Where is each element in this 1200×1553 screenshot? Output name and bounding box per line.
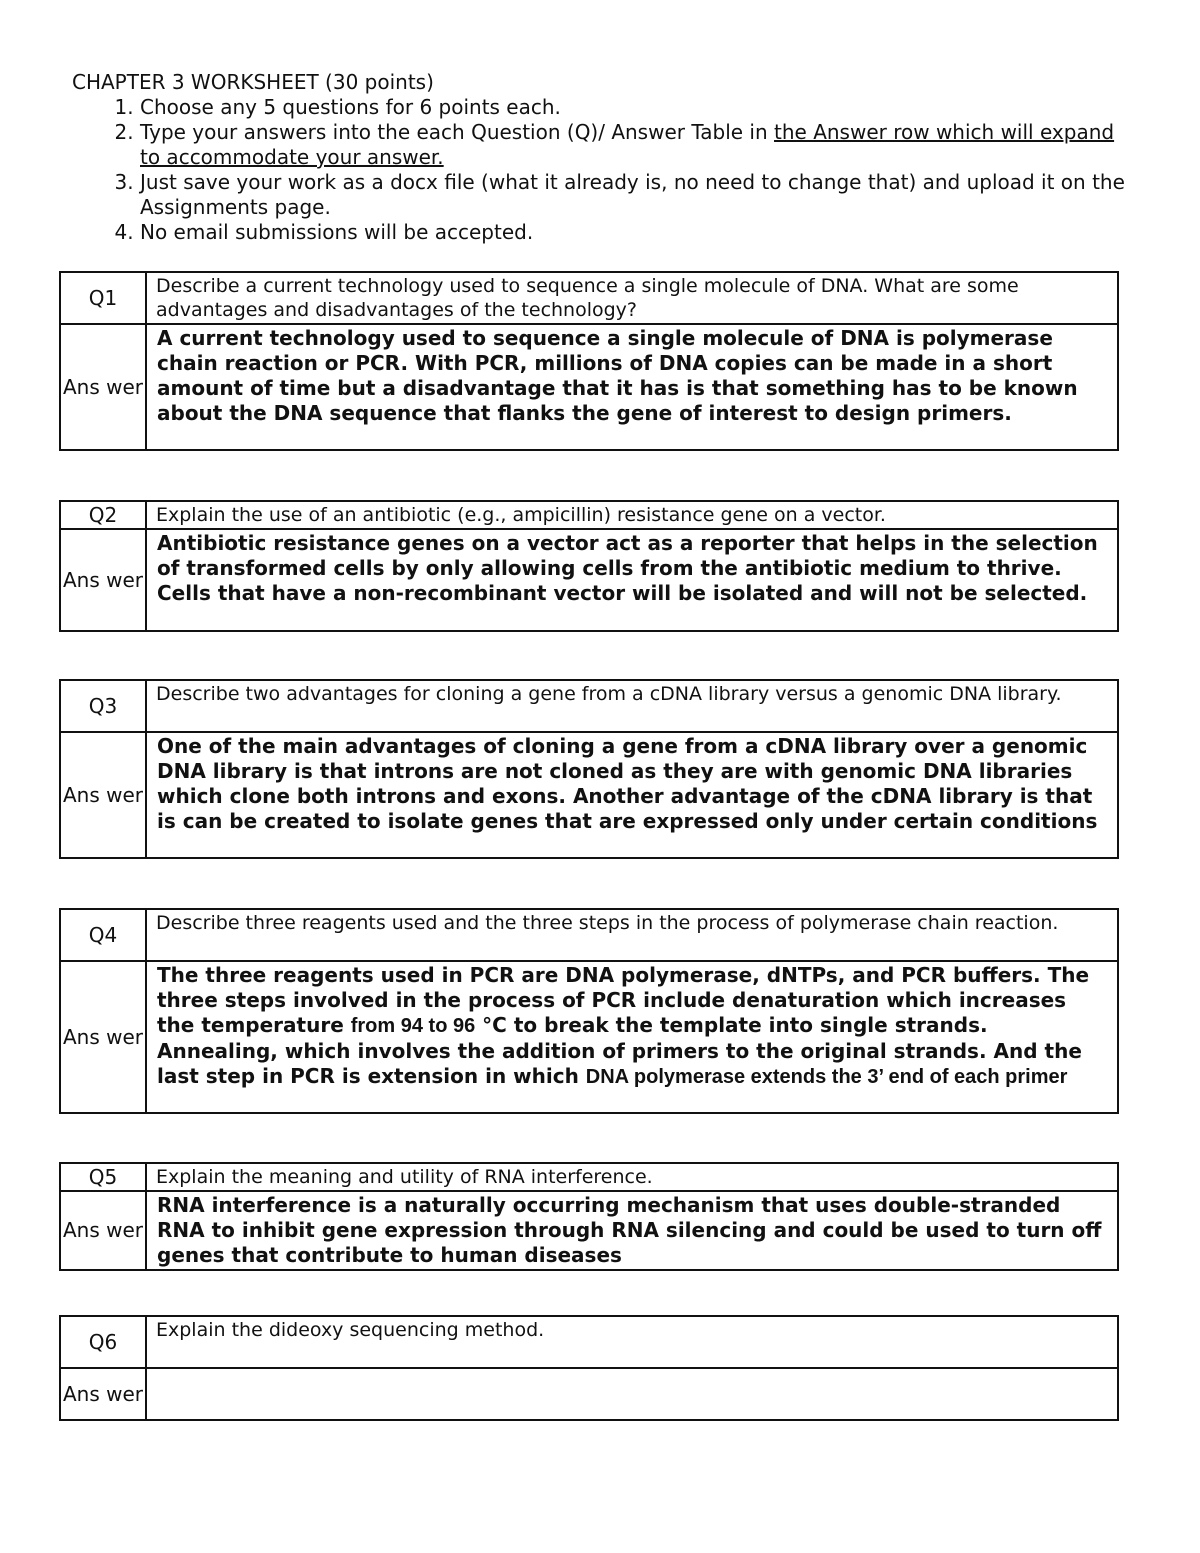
question-label: Q4 xyxy=(60,909,146,961)
question-text: Explain the use of an antibiotic (e.g., ampicillin) resistance gene on a vector. xyxy=(146,501,1118,529)
qa-table-q5 xyxy=(59,1162,1119,1271)
answer-label: Ans wer xyxy=(60,1368,146,1420)
question-text: Explain the meaning and utility of RNA interference. xyxy=(146,1163,1118,1191)
question-text: Describe a current technology used to sequence a single molecule of DNA. What are some advantages and disadvantages of the technology? xyxy=(146,272,1118,324)
question-text: Describe three reagents used and the three steps in the process of polymerase chain reaction. xyxy=(146,909,1118,961)
worksheet-title: CHAPTER 3 WORKSHEET (30 points) xyxy=(72,70,434,94)
answer-cell[interactable]: The three reagents used in PCR are DNA polymerase, dNTPs, and PCR buffers. The three steps involved in the process of PCR include denaturation which increases the temperature from 94 to 96 °C to break the template into single strands. Annealing, which involves the addition of primers to the original strands. And the last step in PCR is extension in which DNA polymerase extends the 3’ end of each primer xyxy=(146,961,1118,1113)
answer-cell[interactable]: A current technology used to sequence a single molecule of DNA is polymerase chain reaction or PCR. With PCR, millions of DNA copies can be made in a short amount of time but a disadvantage that it has is that something has to be known about the DNA sequence that flanks the gene of interest to design primers. xyxy=(146,324,1118,450)
qa-table-q4 xyxy=(59,908,1119,1114)
question-label: Q1 xyxy=(60,272,146,324)
answer-cell[interactable]: Antibiotic resistance genes on a vector act as a reporter that helps in the selection of transformed cells by only allowing cells from the antibiotic medium to thrive. Cells that have a non-recombinant vector will be isolated and will not be selected. xyxy=(146,529,1118,631)
question-label: Q2 xyxy=(60,501,146,529)
question-label: Q5 xyxy=(60,1163,146,1191)
instruction-item: 1. Choose any 5 questions for 6 points each. xyxy=(140,95,1130,120)
question-text: Describe two advantages for cloning a gene from a cDNA library versus a genomic DNA library. xyxy=(146,680,1118,732)
answer-label: Ans wer xyxy=(60,961,146,1113)
extension-detail: DNA polymerase extends the 3’ end of each primer xyxy=(585,1066,1068,1088)
answer-cell[interactable]: RNA interference is a naturally occurring mechanism that uses double-stranded RNA to inhibit gene expression through RNA silencing and could be used to turn off genes that contribute to human diseases xyxy=(146,1191,1118,1270)
question-text: Explain the dideoxy sequencing method. xyxy=(146,1316,1118,1368)
worksheet-header xyxy=(70,70,1130,245)
qa-table-q1 xyxy=(59,271,1119,451)
answer-label: Ans wer xyxy=(60,732,146,858)
question-label: Q6 xyxy=(60,1316,146,1368)
answer-label: Ans wer xyxy=(60,529,146,631)
instruction-item: 3. Just save your work as a docx file (what it already is, no need to change that) and upload it on the Assignments page. xyxy=(140,170,1130,220)
qa-table-q2 xyxy=(59,500,1119,632)
instructions-list xyxy=(70,95,1130,245)
question-label: Q3 xyxy=(60,680,146,732)
qa-table-q3 xyxy=(59,679,1119,859)
instruction-item: 4. No email submissions will be accepted. xyxy=(140,220,1130,245)
temperature-range: from 94 to 96 xyxy=(350,1015,476,1037)
answer-label: Ans wer xyxy=(60,324,146,450)
answer-cell[interactable] xyxy=(146,1368,1118,1420)
underlined-instruction: the Answer row which will expand to accommodate your answer. xyxy=(140,120,1115,169)
answer-label: Ans wer xyxy=(60,1191,146,1270)
answer-cell[interactable]: One of the main advantages of cloning a gene from a cDNA library over a genomic DNA library is that introns are not cloned as they are with genomic DNA libraries which clone both introns and exons. Another advantage of the cDNA library is that is can be created to isolate genes that are expressed only under certain conditions xyxy=(146,732,1118,858)
instruction-item: 2. Type your answers into the each Question (Q)/ Answer Table in the Answer row which will expand to accommodate your answer. xyxy=(140,120,1130,170)
qa-table-q6 xyxy=(59,1315,1119,1421)
